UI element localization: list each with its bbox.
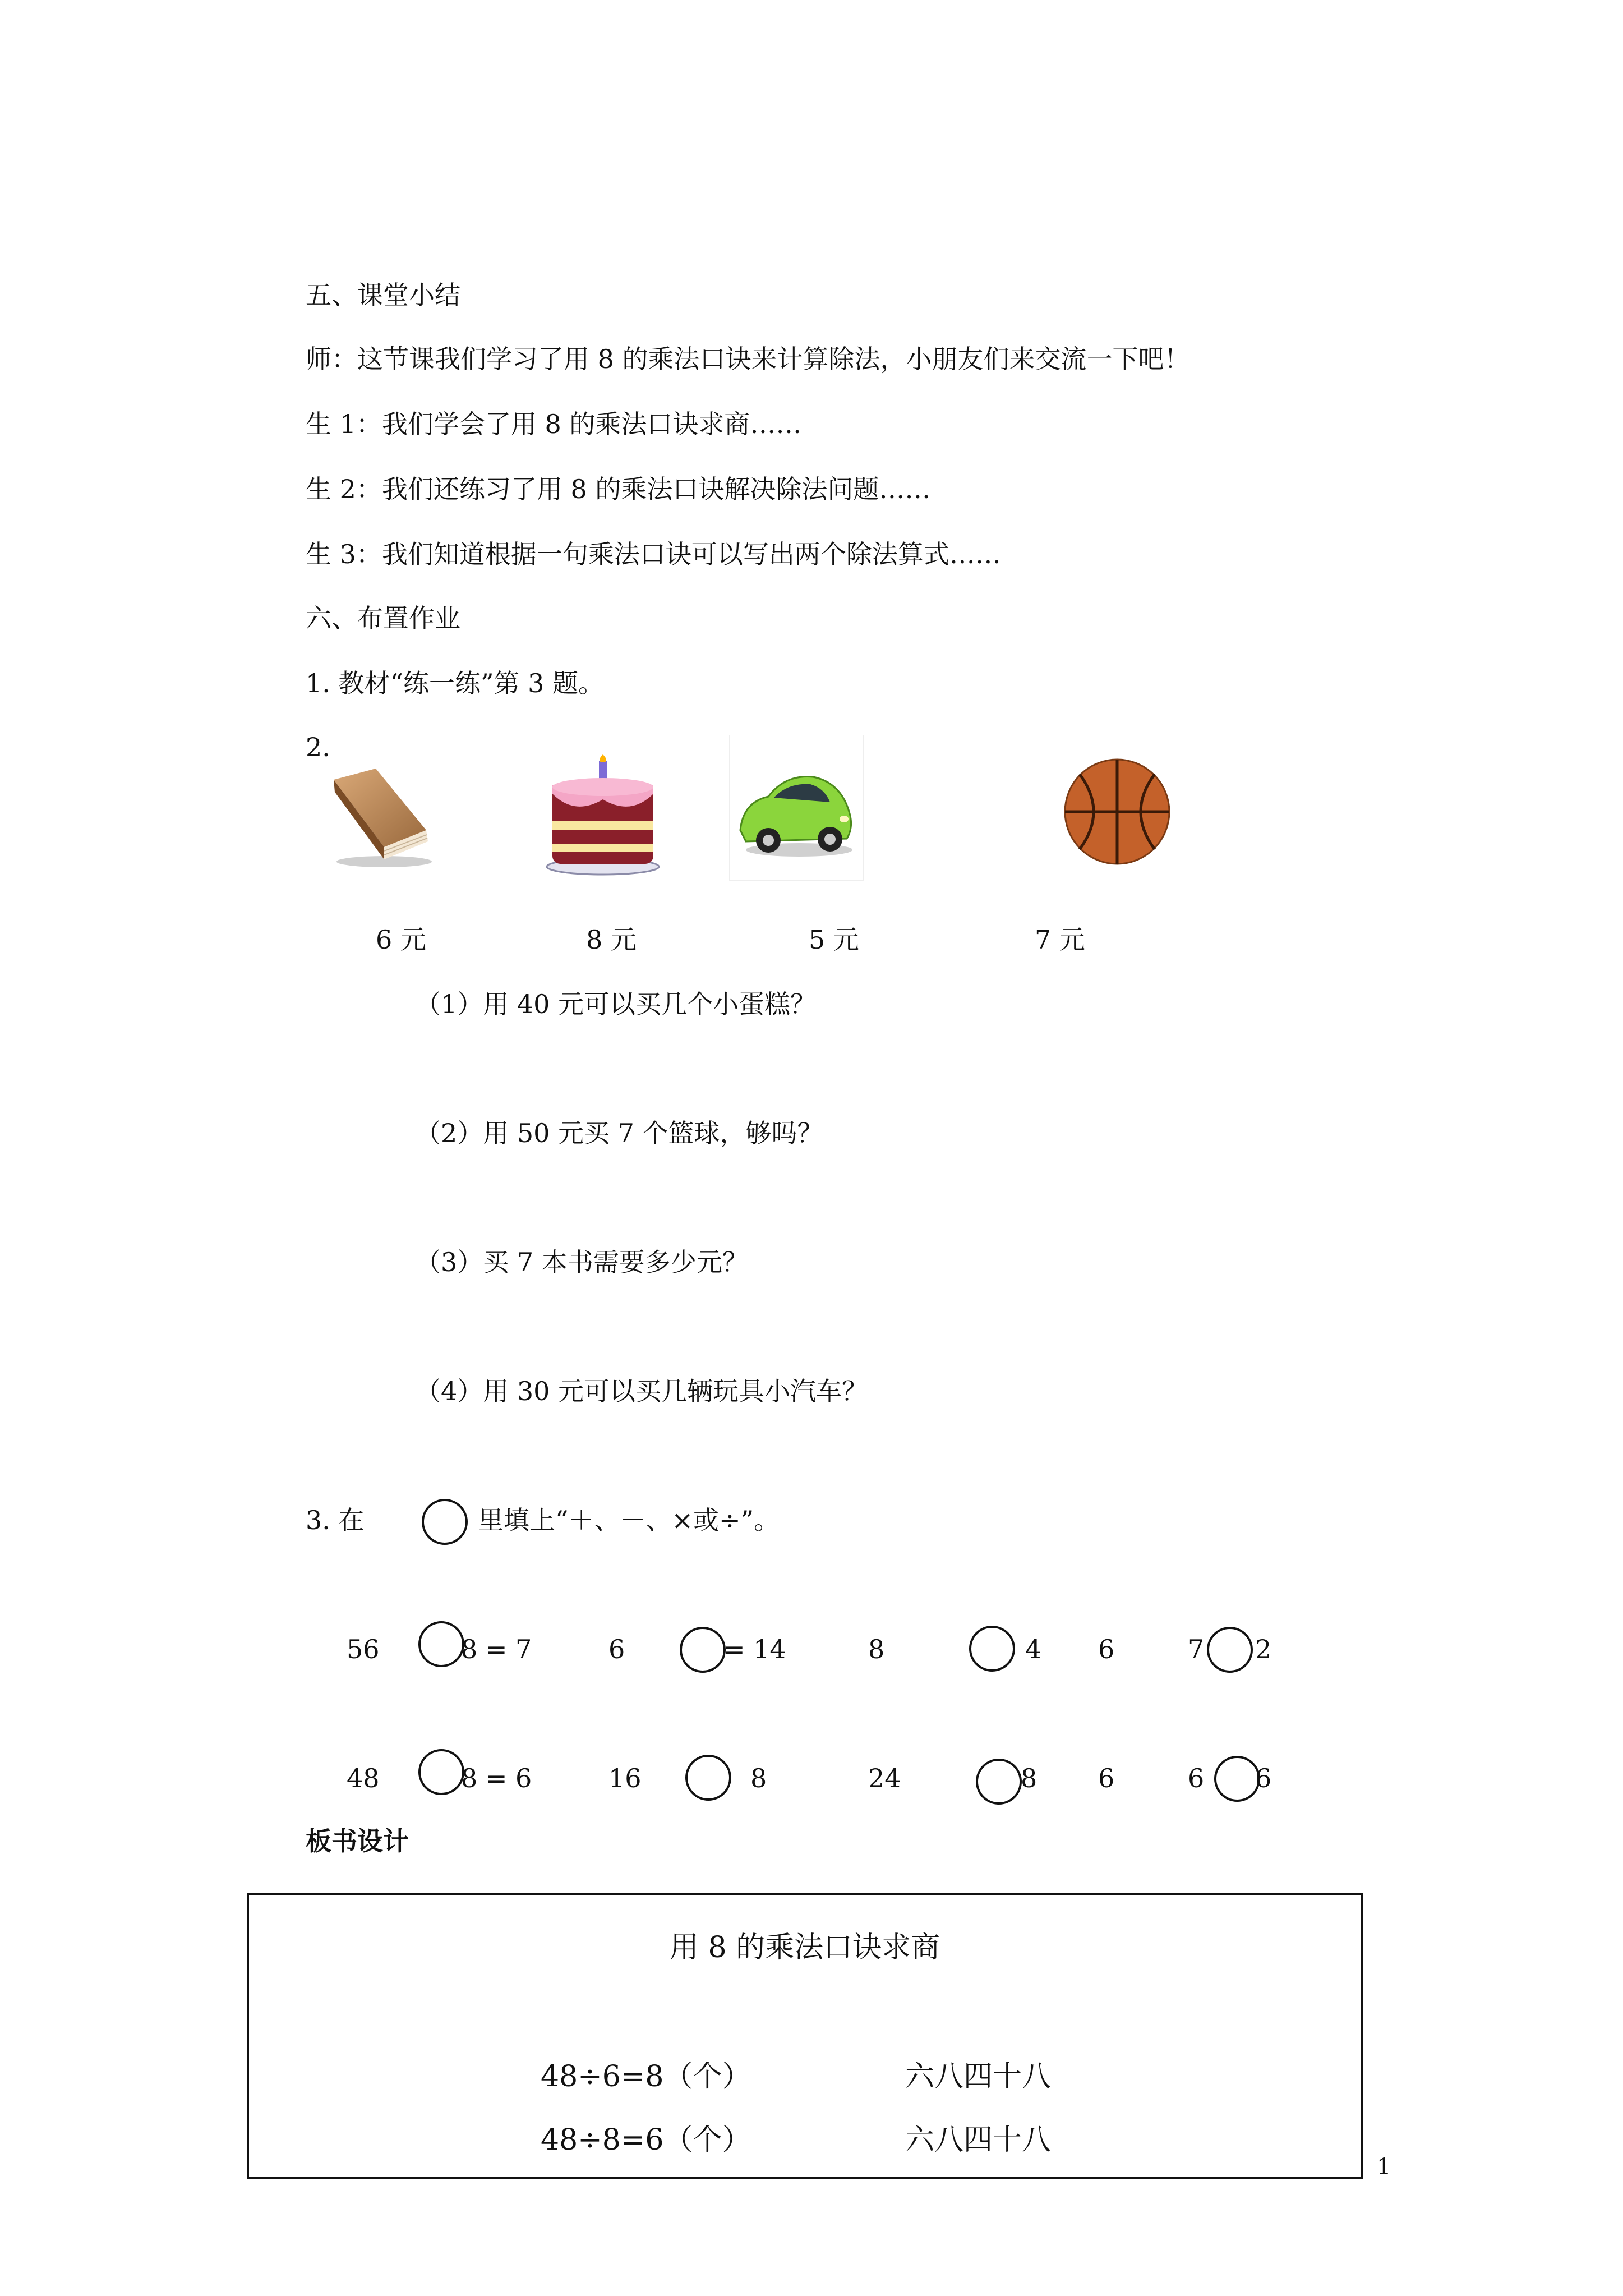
price-cake: 8 元: [586, 924, 637, 955]
row1-operand-b-1: 8 = 7: [461, 1634, 532, 1664]
row1-operand-b-2: = 14: [723, 1634, 786, 1664]
row1-operand-a-1: 56: [347, 1634, 380, 1664]
price-book: 6 元: [376, 924, 426, 955]
student-line-1: 生 1：我们学会了用 8 的乘法口诀求商……: [306, 409, 802, 439]
answer-circle[interactable]: [680, 1627, 726, 1673]
answer-circle[interactable]: [418, 1621, 464, 1667]
row1-operand-a-5: 7: [1188, 1634, 1205, 1664]
row2-operand-b-5: 6: [1255, 1763, 1272, 1793]
board-rhyme-1: 六八四十八: [905, 2060, 1052, 2093]
answer-circle[interactable]: [969, 1626, 1015, 1672]
row2-operand-b-2: 8: [750, 1763, 767, 1793]
answer-circle[interactable]: [418, 1749, 464, 1795]
board-design-heading: 板书设计: [306, 1826, 409, 1856]
board-design-box: [247, 1893, 1363, 2179]
question-2: （2）用 50 元买 7 个篮球，够吗？: [415, 1118, 823, 1148]
homework-item-2: 2.: [306, 732, 330, 762]
homework-item-3-prefix: 3. 在: [306, 1505, 365, 1535]
question-3: （3）买 7 本书需要多少元？: [415, 1247, 748, 1277]
board-equation-1: 48÷6=8（个）: [541, 2060, 751, 2093]
question-1: （1）用 40 元可以买几个小蛋糕？: [415, 989, 817, 1019]
row2-operand-a-3: 24: [868, 1763, 901, 1793]
section-heading-homework: 六、布置作业: [306, 603, 460, 633]
homework-item-1: 1. 教材“练一练”第 3 题。: [306, 668, 605, 698]
row1-operand-a-3: 8: [868, 1634, 885, 1664]
toy-car-icon: [729, 735, 864, 881]
page-number: 1: [1377, 2154, 1391, 2180]
price-toy-car: 5 元: [809, 924, 859, 955]
answer-circle[interactable]: [685, 1755, 731, 1801]
cake-icon: [541, 754, 665, 878]
row2-operand-a-4: 6: [1098, 1763, 1115, 1793]
section-heading-summary: 五、课堂小结: [306, 280, 460, 310]
row2-operand-b-1: 8 = 6: [461, 1763, 532, 1793]
book-icon: [322, 763, 435, 869]
row1-operand-a-2: 6: [608, 1634, 625, 1664]
row2-operand-b-3: 8: [1021, 1763, 1038, 1793]
teacher-line: 师：这节课我们学习了用 8 的乘法口诀来计算除法，小朋友们来交流一下吧！: [306, 344, 1190, 374]
row2-operand-a-1: 48: [347, 1763, 380, 1793]
board-rhyme-2: 六八四十八: [905, 2123, 1052, 2157]
homework-item-3-suffix: 里填上“＋、－、×或÷”。: [478, 1505, 780, 1535]
row1-operand-a-4: 6: [1098, 1634, 1115, 1664]
answer-circle[interactable]: [976, 1759, 1022, 1805]
row1-operand-b-5: 2: [1255, 1634, 1272, 1664]
price-basketball: 7 元: [1035, 924, 1085, 955]
basketball-icon: [1063, 757, 1172, 867]
student-line-2: 生 2：我们还练习了用 8 的乘法口诀解决除法问题……: [306, 474, 931, 504]
answer-circle[interactable]: [1214, 1756, 1260, 1802]
question-4: （4）用 30 元可以买几辆玩具小汽车？: [415, 1376, 868, 1406]
board-equation-2: 48÷8=6（个）: [541, 2123, 751, 2157]
student-line-3: 生 3：我们知道根据一句乘法口诀可以写出两个除法算式……: [306, 539, 1001, 569]
board-title: 用 8 的乘法口诀求商: [669, 1931, 940, 1964]
row1-operand-b-3: 4: [1025, 1634, 1042, 1664]
operator-circle-example: [422, 1499, 468, 1545]
row2-operand-a-5: 6: [1188, 1763, 1205, 1793]
row2-operand-a-2: 16: [608, 1763, 642, 1793]
answer-circle[interactable]: [1207, 1627, 1253, 1673]
